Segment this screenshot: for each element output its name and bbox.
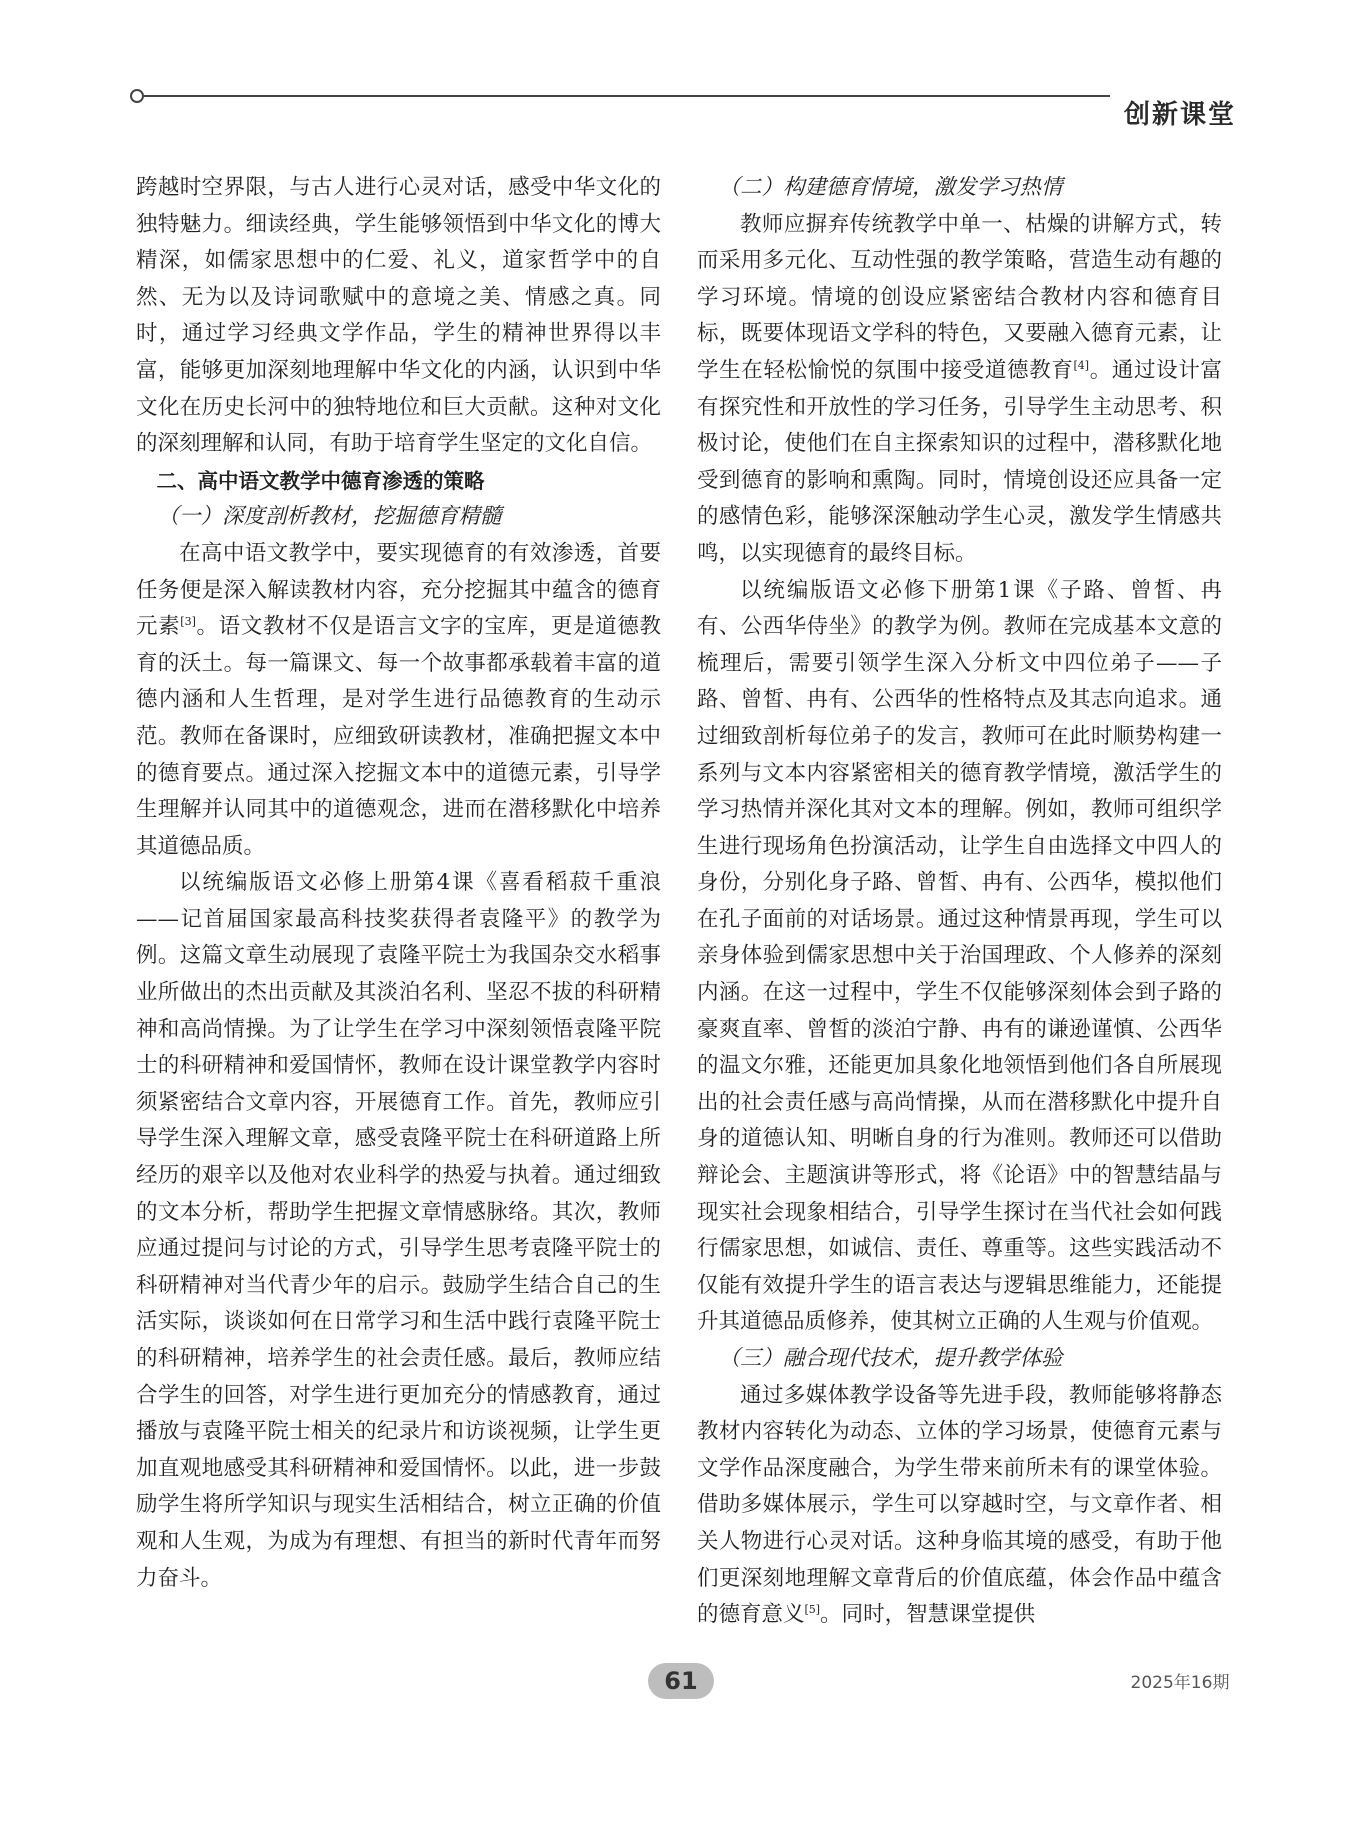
paragraph: 以统编版语文必修下册第1课《子路、曾皙、冉有、公西华侍坐》的教学为例。教师在完成基本文意的梳理后，需要引领学生深入分析文中四位弟子——子路、曾皙、冉有、公西华的性格特点及其志向追求。通过细致剖析每位弟子的发言，教师可在此时顺势构建一系列与文本内容紧密相关的德育教学情境，激活学生的学习热情并深化其对文本的理解。例如，教师可组织学生进行现场角色扮演活动，让学生自由选择文中四人的身份，分别化身子路、曾皙、冉有、公西华，模拟他们在孔子面前的对话场景。通过这种情景再现，学生可以亲身体验到儒家思想中关于治国理政、个人修养的深刻内涵。在这一过程中，学生不仅能够深刻体会到子路的豪爽直率、曾皙的淡泊宁静、冉有的谦逊谨慎、公西华的温文尔雅，还能更加具象化地领悟到他们各自所展现出的社会责任感与高尚情操，从而在潜移默化中提升自身的道德认知、明晰自身的行为准则。教师还可以借助辩论会、主题演讲等形式，将《论语》中的智慧结晶与现实社会现象相结合，引导学生探讨在当代社会如何践行儒家思想，如诚信、责任、尊重等。这些实践活动不仅能有效提升学生的语言表达与逻辑思维能力，还能提升其道德品质修养，使其树立正确的人生观与价值观。: [697, 577, 1222, 1335]
paragraph-text: 。通过设计富有探究性和开放性的学习任务，引导学生主动思考、积极讨论，使他们在自主探索知识的过程中，潜移默化地受到德育的影响和熏陶。同时，情境创设还应具备一定的感情色彩，能够深深触动学生心灵，激发学生情感共鸣，以实现德育的最终目标。: [697, 357, 1222, 566]
right-column: [697, 170, 1222, 1634]
citation-ref: [3]: [180, 614, 196, 628]
paragraph: [136, 536, 661, 865]
citation-ref: [5]: [804, 1603, 821, 1616]
header-rule: [144, 95, 1110, 97]
paragraph: [697, 207, 1222, 573]
subsection-heading: （二）构建德育情境，激发学习热情: [718, 175, 1063, 200]
paragraph: [697, 1378, 1222, 1634]
subsection-heading: （三）融合现代技术，提升教学体验: [718, 1346, 1063, 1371]
issue-label: 2025年16期: [1130, 1673, 1230, 1693]
paragraph-text: 。同时，智慧课堂提供: [820, 1602, 1036, 1628]
paragraph-text: 通过多媒体教学设备等先进手段，教师能够将静态教材内容转化为动态、立体的学习场景，使德育元素与文学作品深度融合，为学生带来前所未有的课堂体验。借助多媒体展示，学生可以穿越时空，与文章作者、相关人物进行心灵对话。这种身临其境的感受，有助于他们更深刻地理解文章背后的价值底蕴，体会作品中蕴含的德育意义: [697, 1382, 1222, 1628]
subsection-heading: （一）深度剖析教材，挖掘德育精髓: [157, 504, 502, 530]
left-column: [136, 170, 661, 1597]
section-heading: 二、高中语文教学中德育渗透的策略: [156, 468, 485, 493]
paragraph: 以统编版语文必修上册第4课《喜看稻菽千重浪——记首届国家最高科技奖获得者袁隆平》的教学为例。这篇文章生动展现了袁隆平院士为我国杂交水稻事业所做出的杰出贡献及其淡泊名利、坚忍不拔的科研精神和高尚情操。为了让学生在学习中深刻领悟袁隆平院士的科研精神和爱国情怀，教师在设计课堂教学内容时须紧密结合文章内容，开展德育工作。首先，教师应引导学生深入理解文章，感受袁隆平院士在科研道路上所经历的艰辛以及他对农业科学的热爱与执着。通过细致的文本分析，帮助学生把握文章情感脉络。其次，教师应通过提问与讨论的方式，引导学生思考袁隆平院士的科研精神对当代青少年的启示。鼓励学生结合自己的生活实际，谈谈如何在日常学习和生活中践行袁隆平院士的科研精神，培养学生的社会责任感。最后，教师应结合学生的回答，对学生进行更加充分的情感教育，通过播放与袁隆平院士相关的纪录片和访谈视频，让学生更加直观地感受其科研精神和爱国情怀。以此，进一步鼓励学生将所学知识与现实生活相结合，树立正确的价值观和人生观，为成为有理想、有担当的新时代青年而努力奋斗。: [136, 870, 661, 1591]
section-title: 创新课堂: [1123, 100, 1236, 130]
paragraph-text: 在高中语文教学中，要实现德育的有效渗透，首要任务便是深入解读教材内容，充分挖掘其中蕴含的德育元素: [136, 540, 661, 640]
paragraph-text: 。语文教材不仅是语言文字的宝库，更是道德教育的沃土。每一篇课文、每一个故事都承载着丰富的道德内涵和人生哲理，是对学生进行品德教育的生动示范。教师在备课时，应细致研读教材，准确把握文本中的德育要点。通过深入挖掘文本中的道德元素，引导学生理解并认同其中的道德观念，进而在潜移默化中培养其道德品质。: [136, 614, 661, 859]
header-ornament-circle: [130, 89, 144, 103]
paragraph: 跨越时空界限，与古人进行心灵对话，感受中华文化的独特魅力。细读经典，学生能够领悟到中华文化的博大精深，如儒家思想中的仁爱、礼义，道家哲学中的自然、无为以及诗词歌赋中的意境之美、情感之真。同时，通过学习经典文学作品，学生的精神世界得以丰富，能够更加深刻地理解中华文化的内涵，认识到中华文化在历史长河中的独特地位和巨大贡献。这种对文化的深刻理解和认同，有助于培育学生坚定的文化自信。: [136, 175, 661, 457]
paragraph-text: 教师应摒弃传统教学中单一、枯燥的讲解方式，转而采用多元化、互动性强的教学策略，营造生动有趣的学习环境。情境的创设应紧密结合教材内容和德育目标，既要体现语文学科的特色，又要融入德育元素，让学生在轻松愉悦的氛围中接受道德教育: [697, 211, 1222, 383]
page-header: [0, 0, 1361, 140]
page-number: 61: [648, 1663, 714, 1699]
citation-ref: [4]: [1073, 358, 1090, 372]
